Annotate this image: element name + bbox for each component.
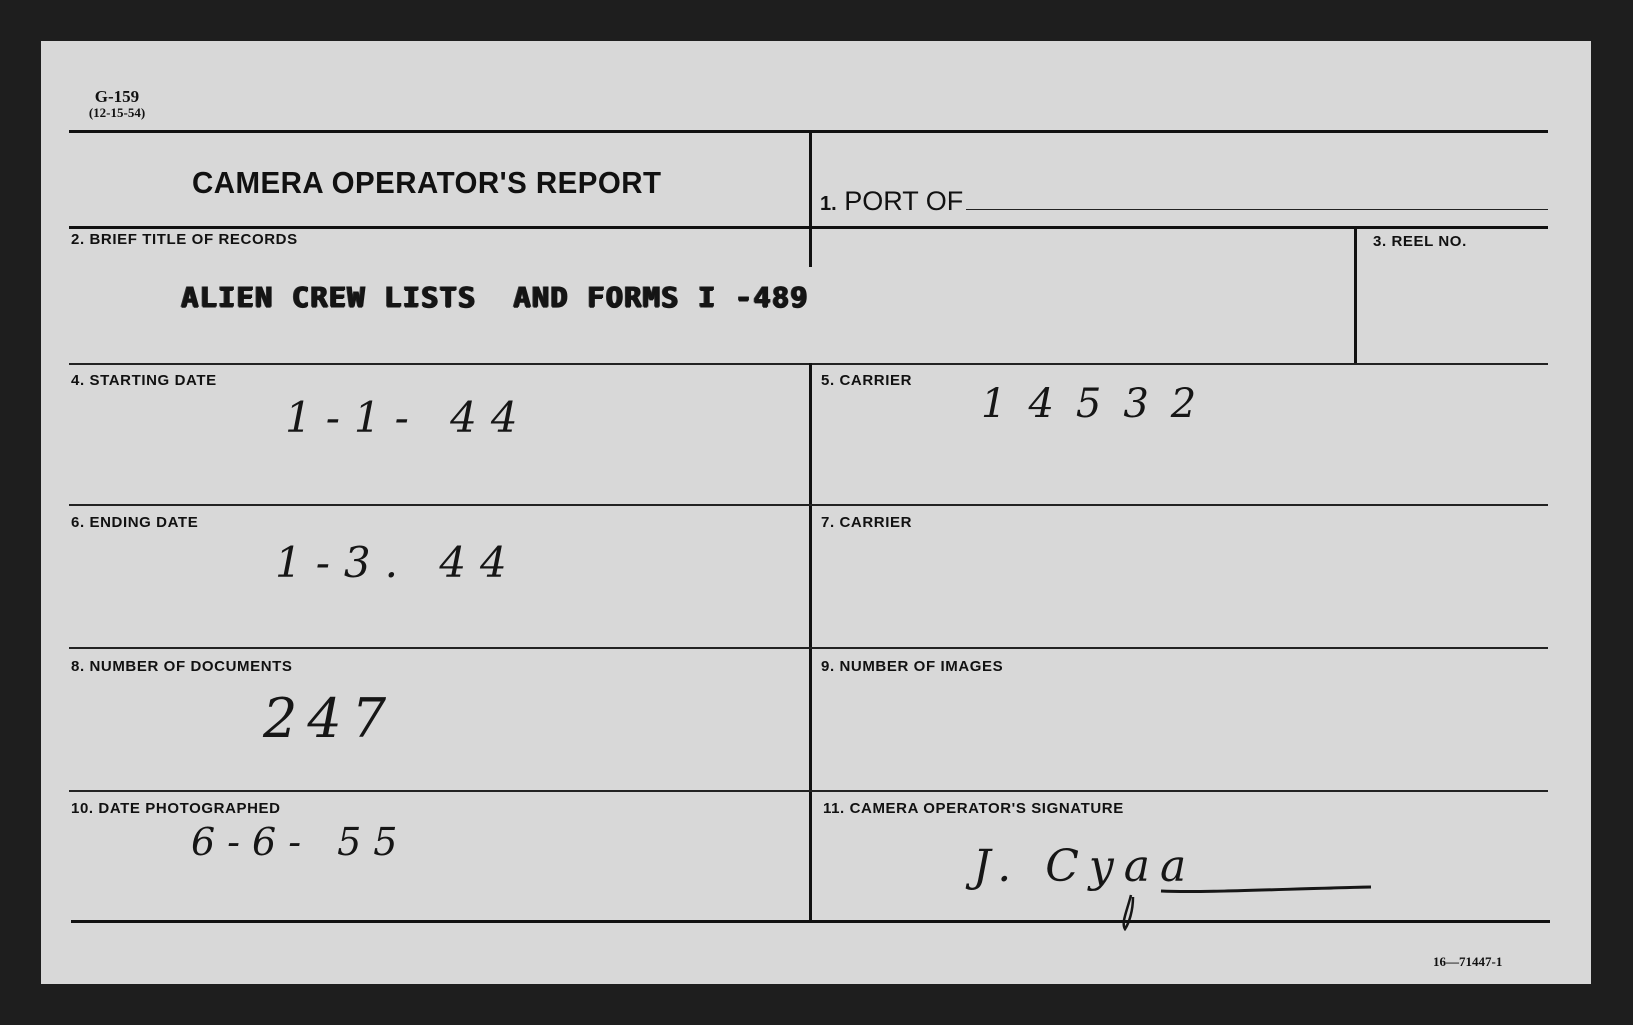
brief-title-value: ALIEN CREW LISTS AND FORMS I -489 <box>181 280 809 314</box>
port-of-number: 1. <box>820 193 837 215</box>
operator-signature-value: J. Cyaa <box>973 841 1197 892</box>
reel-no-label: 3. REEL NO. <box>1373 233 1467 250</box>
row6-bottom-rule <box>69 647 1548 649</box>
number-of-documents-label: 8. NUMBER OF DOCUMENTS <box>71 658 293 675</box>
header-bottom-rule <box>69 226 1548 229</box>
ending-date-value: 1-3. 44 <box>275 538 521 587</box>
number-of-documents-value: 247 <box>263 687 397 750</box>
starting-date-label: 4. STARTING DATE <box>71 372 217 389</box>
starting-date-value: 1-1- 44 <box>285 393 532 442</box>
row8-bottom-rule <box>69 790 1548 792</box>
bottom-rule <box>71 920 1550 923</box>
number-of-images-label: 9. NUMBER OF IMAGES <box>821 658 1004 675</box>
form-number: G-159 <box>94 87 140 106</box>
date-photographed-label: 10. DATE PHOTOGRAPHED <box>71 800 281 817</box>
signature-flourish <box>1081 851 1381 931</box>
report-title: CAMERA OPERATOR'S REPORT <box>192 165 662 200</box>
center-divider <box>809 363 812 921</box>
row4-bottom-rule <box>69 504 1548 506</box>
reel-divider <box>1354 226 1357 364</box>
carrier-5-label: 5. CARRIER <box>821 372 913 389</box>
footer-code: 16—71447-1 <box>1433 954 1503 969</box>
brief-title-label: 2. BRIEF TITLE OF RECORDS <box>71 231 298 248</box>
carrier-5-value: 14532 <box>981 381 1219 427</box>
carrier-7-label: 7. CARRIER <box>821 514 913 531</box>
form-revision-date: (12-15-54) <box>88 105 146 120</box>
port-of-field <box>820 186 963 217</box>
form-number-block <box>77 88 157 119</box>
port-of-label: PORT OF <box>844 186 964 216</box>
operator-signature-label: 11. CAMERA OPERATOR'S SIGNATURE <box>823 800 1124 817</box>
header-divider <box>809 130 812 267</box>
report-card <box>41 41 1591 984</box>
port-of-underline <box>966 209 1548 210</box>
ending-date-label: 6. ENDING DATE <box>71 514 199 531</box>
date-photographed-value: 6-6- 55 <box>191 820 410 864</box>
